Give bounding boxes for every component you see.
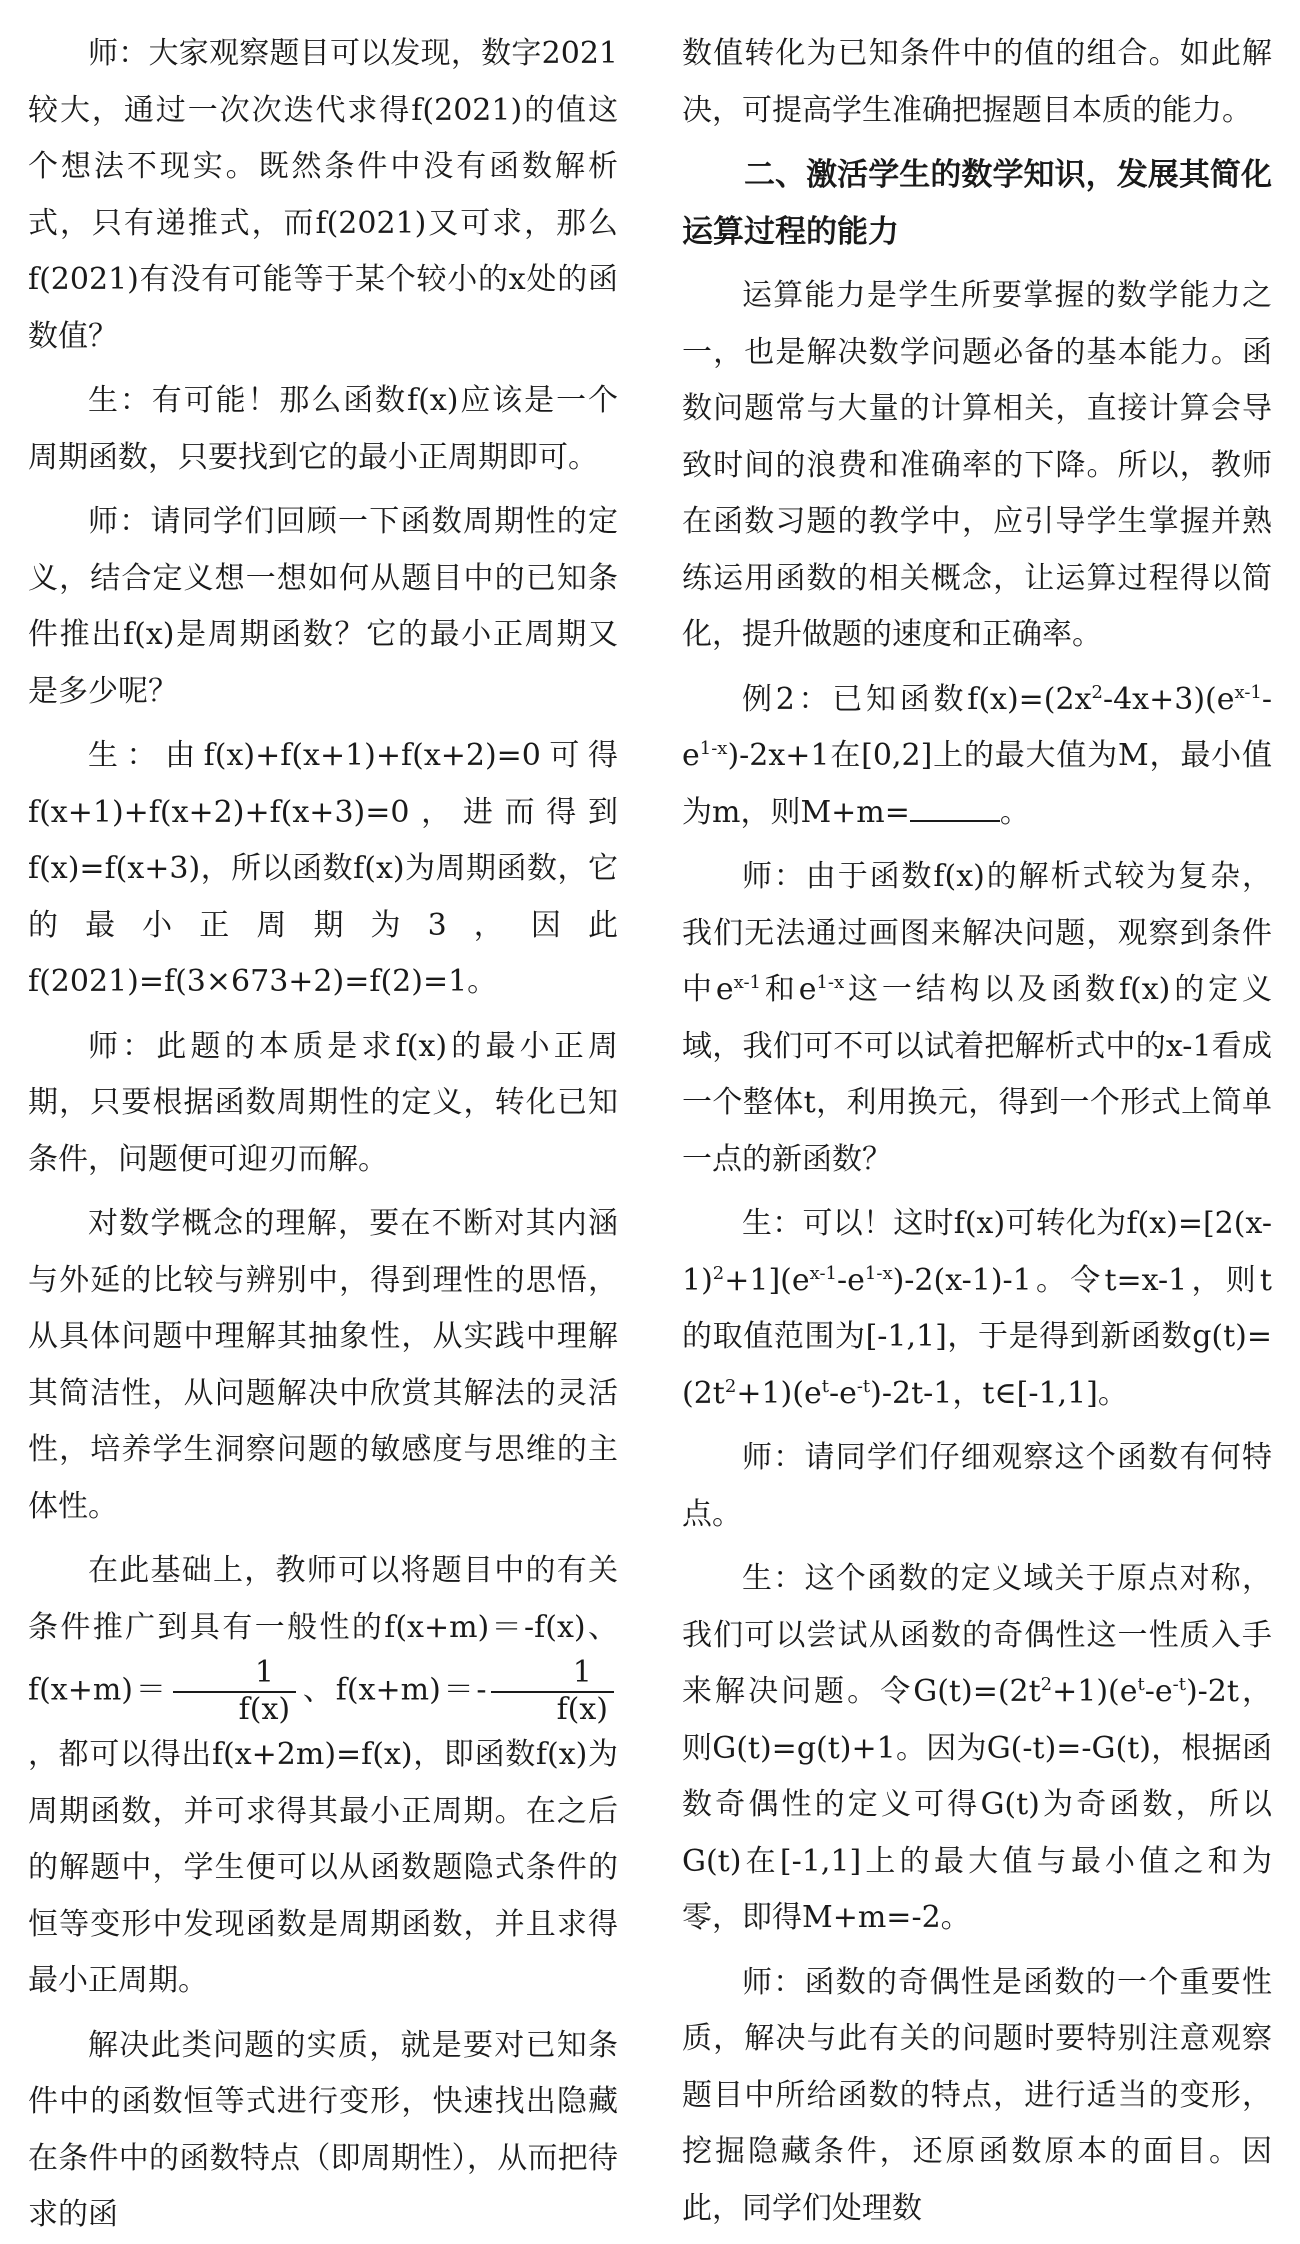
fraction-denominator: f(x): [238, 1691, 291, 1727]
paragraph: 师：请同学们回顾一下函数周期性的定义，结合定义想一想如何从题目中的已知条件推出f(x)是周期函数？它的最小正周期又是多少呢？: [28, 504, 618, 709]
superscript: 1-x: [699, 738, 728, 759]
text-run: )-2t-1，t∈[-1,1]。: [870, 1375, 1128, 1411]
superscript: 1-x: [864, 1262, 893, 1284]
fraction-denominator: f(x): [556, 1691, 609, 1727]
text-run: +1)(e: [736, 1375, 822, 1411]
text-run: ，都可以得出f(x+2m)=f(x)，即函数f(x)为周期函数，并可求得其最小正周期。在之后的解题中，学生便可以从函数题隐式条件的恒等变形中发现函数是周期函数，并且求得最小正周期。: [28, 1737, 618, 1998]
answer-blank: [910, 794, 1000, 822]
paragraph: 师：大家观察题目可以发现，数字2021较大，通过一次次迭代求得f(2021)的值这个想法不现实。既然条件中没有函数解析式，只有递推式，而f(2021)又可求，那么f(2021)有没有可能等于某个较小的x处的函数值？: [28, 36, 618, 354]
text-run: )-2(x-1)-1。令t=x-1，则t的取值范围为[-1,1]，于是得到新函数g(t)=(2t: [682, 1262, 1272, 1411]
section-heading: 二、激活学生的数学知识，发展其简化运算过程的能力: [682, 157, 1272, 250]
fraction: [491, 1656, 614, 1727]
paragraph: 师：此题的本质是求f(x)的最小正周期，只要根据函数周期性的定义，转化已知条件，问题便可迎刃而解。: [28, 1028, 618, 1177]
left-column: [28, 26, 618, 2244]
paragraph: 数值转化为已知条件中的值的组合。如此解决，可提高学生准确把握题目本质的能力。: [682, 36, 1272, 128]
superscript: t: [821, 1375, 829, 1397]
superscript: 2: [724, 1375, 737, 1397]
text-run: +1)(e: [1052, 1674, 1138, 1709]
text-run: -e: [837, 1262, 865, 1298]
superscript: 1-x: [816, 972, 845, 993]
text-run: 、f(x+m)＝-: [300, 1672, 487, 1708]
paragraph: 对数学概念的理解，要在不断对其内涵与外延的比较与辨别中，得到理性的思悟，从具体问题中理解其抽象性，从实践中理解其简洁性，从问题解决中欣赏其解法的灵活性，培养学生洞察问题的敏感度与思维的主体性。: [28, 1206, 618, 1524]
text-run: )-2t，则G(t)=g(t)+1。因为G(-t)=-G(t)，根据函数奇偶性的定义可得G(t)为奇函数，所以G(t)在[-1,1]上的最大值与最小值之和为零，即得M+m=-2。: [682, 1674, 1272, 1935]
superscript: x-1: [733, 972, 761, 993]
right-column: [682, 26, 1272, 2237]
superscript: x-1: [809, 1262, 838, 1284]
paragraph: 师：函数的奇偶性是函数的一个重要性质，解决与此有关的问题时要特别注意观察题目中所给函数的特点，进行适当的变形，挖掘隐藏条件，还原函数原本的面目。因此，同学们处理数: [682, 1964, 1272, 2226]
paragraph-with-fractions: [28, 1543, 618, 2010]
fraction-numerator: 1: [173, 1656, 296, 1693]
text-run: 师：由于函数f(x)的解析式较为复杂，我们无法通过画图来解决问题，观察到条件中e: [682, 859, 1272, 1007]
superscript: 2: [712, 1262, 725, 1284]
paragraph: 师：请同学们仔细观察这个函数有何特点。: [682, 1440, 1272, 1532]
text-run: 生：这个函数的定义域关于原点对称，我们可以尝试从函数的奇偶性这一性质入手来解决问题。令G(t)=(2t: [682, 1561, 1272, 1709]
superscript: -t: [856, 1375, 871, 1397]
paragraph: 解决此类问题的实质，就是要对已知条件中的函数恒等式进行变形，快速找出隐藏在条件中的函数特点（即周期性），从而把待求的函: [28, 2027, 618, 2232]
text-run: 在此基础上，教师可以将题目中的有关条件推广到具有一般性的f(x+m)＝-f(x)、f(x+m)＝: [28, 1553, 618, 1708]
example-problem: [682, 672, 1272, 842]
paragraph: [682, 849, 1272, 1188]
text-run: 例2：已知函数f(x)=(2x: [742, 681, 1092, 717]
paragraph: [682, 1551, 1272, 1947]
text-run: 和e: [761, 972, 817, 1007]
text-run: -4x+3)(e: [1102, 681, 1235, 717]
paragraph: 生：有可能！那么函数f(x)应该是一个周期函数，只要找到它的最小正周期即可。: [28, 383, 618, 475]
text-run: -e: [828, 1375, 857, 1411]
superscript: x-1: [1234, 681, 1262, 703]
superscript: t: [1137, 1674, 1145, 1695]
text-run: -e: [1144, 1674, 1173, 1709]
paragraph: 运算能力是学生所要掌握的数学能力之一，也是解决数学问题必备的基本能力。函数问题常与大量的计算相关，直接计算会导致时间的浪费和准确率的下降。所以，教师在函数习题的教学中，应引导学生掌握并熟练运用函数的相关概念，让运算过程得以简化，提升做题的速度和正确率。: [682, 278, 1272, 652]
text-run: -e: [682, 681, 1272, 773]
fraction: [173, 1656, 296, 1727]
text-run: +1](e: [724, 1262, 810, 1298]
text-run: 生：可以！这时f(x)可转化为f(x)=[2(x-1): [682, 1206, 1272, 1298]
paragraph: 生：由f(x)+f(x+1)+f(x+2)=0可得f(x+1)+f(x+2)+f(x+3)=0，进而得到f(x)=f(x+3)，所以函数f(x)为周期函数，它的最小正周期为3，因此f(2021)=f(3×673+2)=f(2)=1。: [28, 738, 618, 999]
superscript: 2: [1040, 1674, 1053, 1695]
text-run: 这一结构以及函数f(x)的定义域，我们可不可以试着把解析式中的x-1看成一个整体t，利用换元，得到一个形式上简单一点的新函数？: [682, 972, 1272, 1177]
text-run: 。: [999, 794, 1030, 830]
fraction-numerator: 1: [491, 1656, 614, 1693]
superscript: -t: [1172, 1674, 1186, 1695]
superscript: 2: [1091, 681, 1103, 703]
paragraph: [682, 1196, 1272, 1422]
text-run: )-2x+1在[0,2]上的最大值为M，最小值为m，则M+m=: [682, 738, 1272, 830]
